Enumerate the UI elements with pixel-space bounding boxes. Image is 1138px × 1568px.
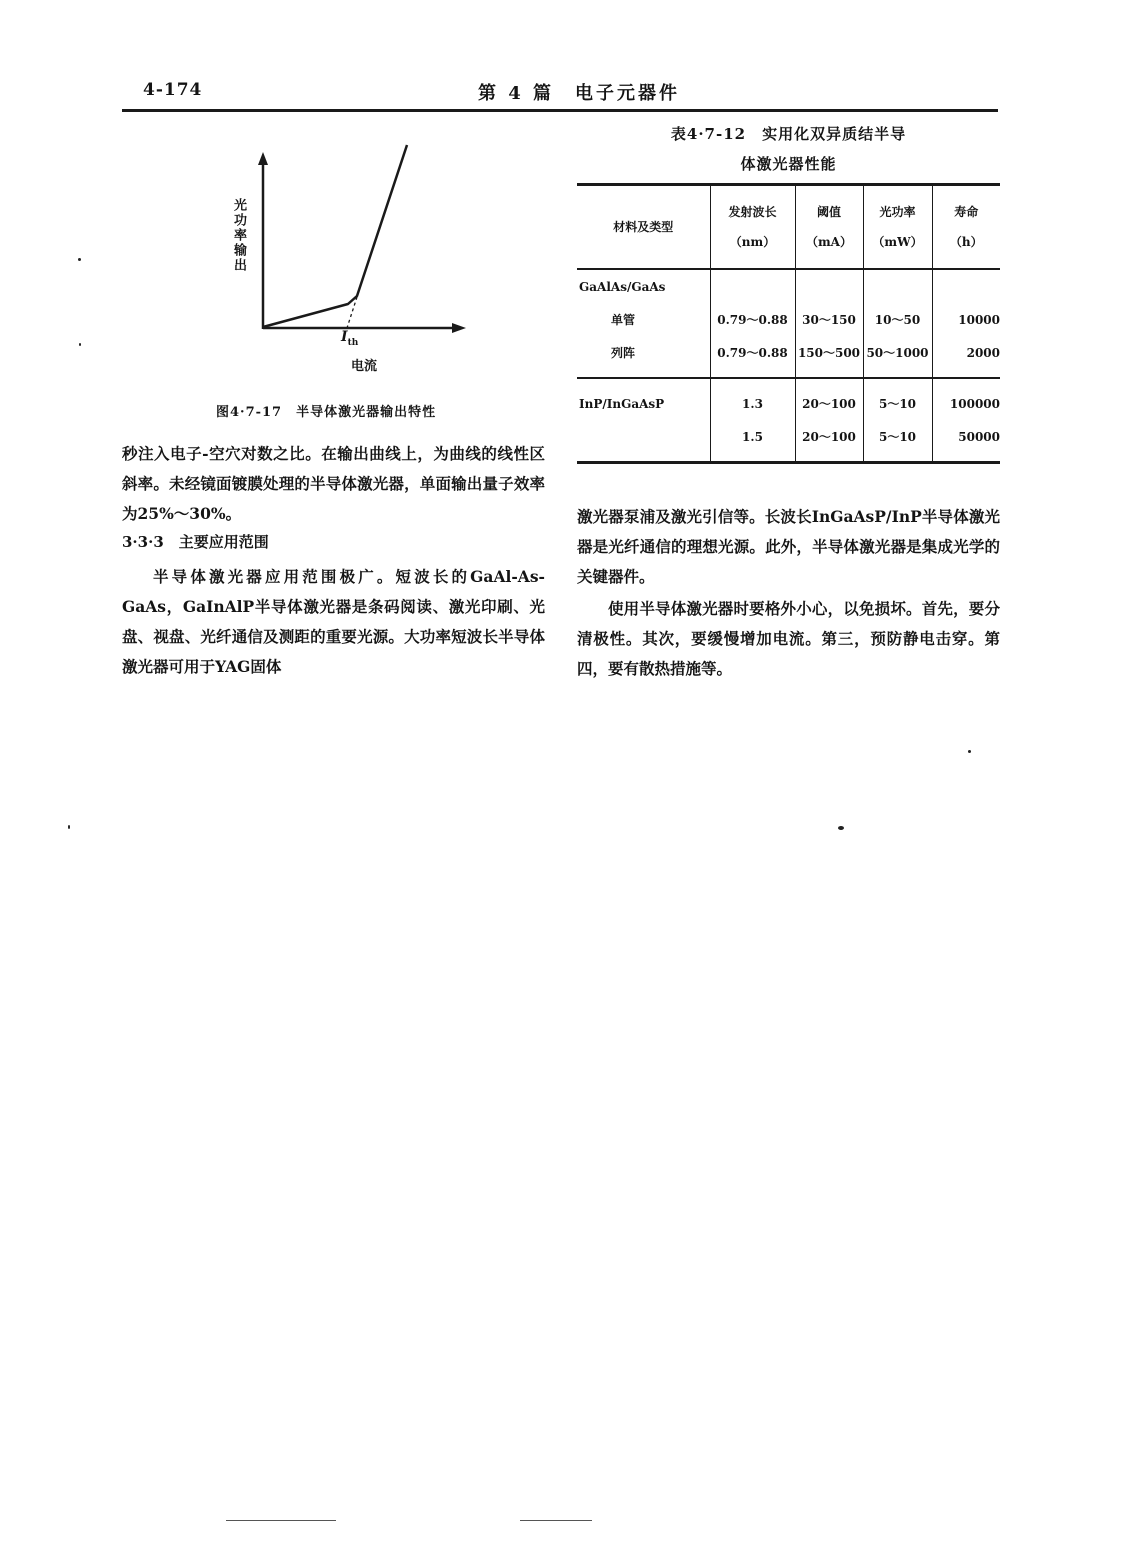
scan-speck xyxy=(78,258,81,261)
right-paragraph-2: 使用半导体激光器时要格外小心，以免损坏。首先，要分清极性。其次，要缓慢增加电流。第三，预防静电击穿。第四，要有散热措施等。 xyxy=(577,599,1000,678)
header-wavelength: 发射波长 （nm） xyxy=(710,185,795,270)
scan-speck xyxy=(968,750,971,753)
table-title-line1: 表4·7-12 实用化双异质结半导 xyxy=(670,125,907,143)
table-row xyxy=(577,269,1000,303)
life-cell: 100000 xyxy=(949,396,1000,411)
material-cell: GaAlAs/GaAs xyxy=(577,269,710,303)
table-title-line2: 体激光器性能 xyxy=(740,155,837,173)
power-cell: 50～1000 xyxy=(863,336,932,369)
scan-speck xyxy=(79,343,81,346)
laser-performance-table xyxy=(577,183,1000,464)
type-cell: 列阵 xyxy=(577,336,710,369)
life-cell: 10000 xyxy=(958,312,1000,327)
chapter-title: 第 4 篇 电子元器件 xyxy=(478,83,681,104)
left-paragraph-1: 秒注入电子-空穴对数之比。在输出曲线上，为曲线的线性区斜率。未经镜面镀膜处理的半导体激光器，单面输出量子效率为25%～30%。 xyxy=(122,444,545,523)
output-curve xyxy=(263,145,407,327)
table-row xyxy=(577,387,1000,420)
table-row xyxy=(577,336,1000,369)
wavelength-cell: 1.3 xyxy=(710,387,795,420)
y-axis-arrow xyxy=(258,152,268,165)
scan-speck xyxy=(68,825,70,829)
header-rule xyxy=(122,109,998,112)
x-axis-label: 电流 xyxy=(351,359,378,374)
x-axis-arrow xyxy=(452,323,466,333)
page-number: 4-174 xyxy=(143,80,203,100)
threshold-cell: 20～100 xyxy=(795,420,863,453)
table-row xyxy=(577,420,1000,453)
table-row xyxy=(577,303,1000,336)
scan-mark xyxy=(226,1520,336,1521)
output-characteristic-figure xyxy=(230,135,480,350)
right-paragraph-1: 激光器泵浦及激光引信等。长波长InGaAsP/InP半导体激光器是光纤通信的理想光源。此外，半导体激光器是集成光学的关键器件。 xyxy=(577,507,1000,586)
wavelength-cell: 0.79～0.88 xyxy=(710,336,795,369)
header-material: 材料及类型 xyxy=(577,185,710,270)
section-heading: 3·3·3 主要应用范围 xyxy=(122,533,269,551)
left-paragraph-2: 半导体激光器应用范围极广。短波长的GaAl-As-GaAs，GaInAlP半导体激光器是条码阅读、激光印刷、光盘、视盘、光纤通信及测距的重要光源。大功率短波长半导体激光器可用于YAG固体 xyxy=(122,567,545,676)
power-cell: 10～50 xyxy=(863,303,932,336)
wavelength-cell: 1.5 xyxy=(710,420,795,453)
power-cell: 5～10 xyxy=(863,420,932,453)
life-cell: 50000 xyxy=(958,429,1000,444)
threshold-label: $I_{th}$ xyxy=(341,329,359,348)
header-power: 光功率 （mW） xyxy=(863,185,932,270)
type-cell: 单管 xyxy=(577,303,710,336)
header-threshold: 阈值 （mA） xyxy=(795,185,863,270)
power-cell: 5～10 xyxy=(863,387,932,420)
material-cell: InP/InGaAsP xyxy=(577,387,710,420)
life-cell: 2000 xyxy=(966,345,1000,360)
y-axis-label: 光功率输出 xyxy=(231,198,246,273)
threshold-cell: 150～500 xyxy=(795,336,863,369)
wavelength-cell: 0.79～0.88 xyxy=(710,303,795,336)
threshold-cell: 30～150 xyxy=(795,303,863,336)
figure-caption: 图4·7-17 半导体激光器输出特性 xyxy=(216,405,437,420)
scan-speck xyxy=(838,826,844,830)
threshold-cell: 20～100 xyxy=(795,387,863,420)
scan-mark xyxy=(520,1520,592,1521)
table-header-row xyxy=(577,185,1000,270)
header-life: 寿命 （h） xyxy=(949,205,983,249)
